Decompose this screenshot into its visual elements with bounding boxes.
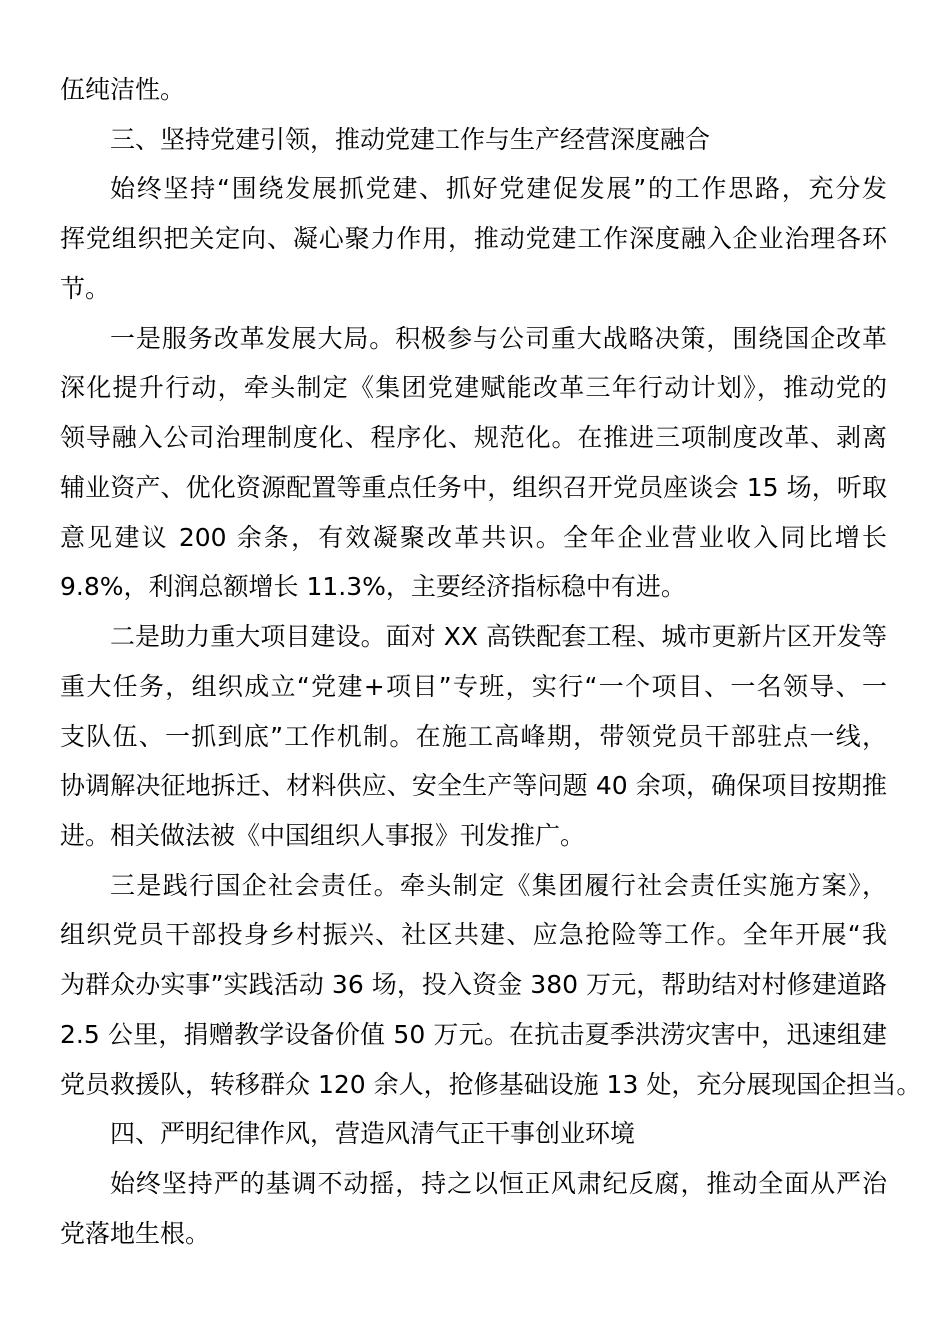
text-line: 党落地生根。	[60, 1218, 211, 1248]
paragraph	[60, 314, 887, 612]
text-line: 为群众办实事”实践活动 36 场，投入资金 380 万元，帮助结对村修建道路	[60, 970, 887, 1000]
text-line: 重大任务，组织成立“党建+项目”专班，实行“一个项目、一名领导、一	[60, 671, 887, 701]
text-line: 党员救援队，转移群众 120 余人，抢修基础设施 13 处，充分展现国企担当。	[60, 1069, 922, 1099]
paragraph	[60, 65, 887, 115]
text-line: 组织党员干部投身乡村振兴、社区共建、应急抢险等工作。全年开展“我	[60, 920, 887, 950]
text-line: 始终坚持“围绕发展抓党建、抓好党建促发展”的工作思路，充分发	[110, 174, 887, 204]
text-line: 一是服务改革发展大局。积极参与公司重大战略决策，围绕国企改革	[110, 323, 887, 353]
text-line: 2.5 公里，捐赠教学设备价值 50 万元。在抗击夏季洪涝灾害中，迅速组建	[60, 1019, 887, 1049]
section-heading	[60, 1109, 887, 1159]
text-line: 领导融入公司治理制度化、程序化、规范化。在推进三项制度改革、剥离	[60, 423, 887, 453]
text-line: 挥党组织把关定向、凝心聚力作用，推动党建工作深度融入企业治理各环	[60, 224, 887, 254]
text-line: 伍纯洁性。	[60, 75, 186, 104]
text-line: 三是践行国企社会责任。牵头制定《集团履行社会责任实施方案》，	[110, 870, 887, 900]
text-line: 协调解决征地拆迁、材料供应、安全生产等问题 40 余项，确保项目按期推	[60, 771, 887, 801]
text-line: 三、坚持党建引领，推动党建工作与生产经营深度融合	[110, 124, 711, 154]
text-line: 四、严明纪律作风，营造风清气正干事创业环境	[110, 1119, 636, 1149]
text-line: 支队伍、一抓到底”工作机制。在施工高峰期，带领党员干部驻点一线，	[60, 721, 887, 751]
paragraph	[60, 861, 922, 1110]
paragraph	[60, 612, 887, 861]
text-line: 进。相关做法被《中国组织人事报》刊发推广。	[60, 821, 586, 851]
text-line: 意见建议 200 余条，有效凝聚改革共识。全年企业营业收入同比增长	[60, 522, 887, 552]
text-line: 节。	[60, 273, 111, 303]
section-heading	[60, 115, 887, 165]
text-line: 9.8%，利润总额增长 11.3%，主要经济指标稳中有进。	[60, 572, 686, 602]
paragraph	[60, 164, 887, 313]
text-line: 深化提升行动，牵头制定《集团党建赋能改革三年行动计划》，推动党的	[60, 373, 887, 403]
text-line: 辅业资产、优化资源配置等重点任务中，组织召开党员座谈会 15 场，听取	[60, 472, 887, 502]
paragraph	[60, 1159, 887, 1258]
document-body	[60, 65, 922, 1259]
text-line: 二是助力重大项目建设。面对 XX 高铁配套工程、城市更新片区开发等	[110, 622, 887, 652]
text-line: 始终坚持严的基调不动摇，持之以恒正风肃纪反腐，推动全面从严治	[110, 1169, 887, 1199]
